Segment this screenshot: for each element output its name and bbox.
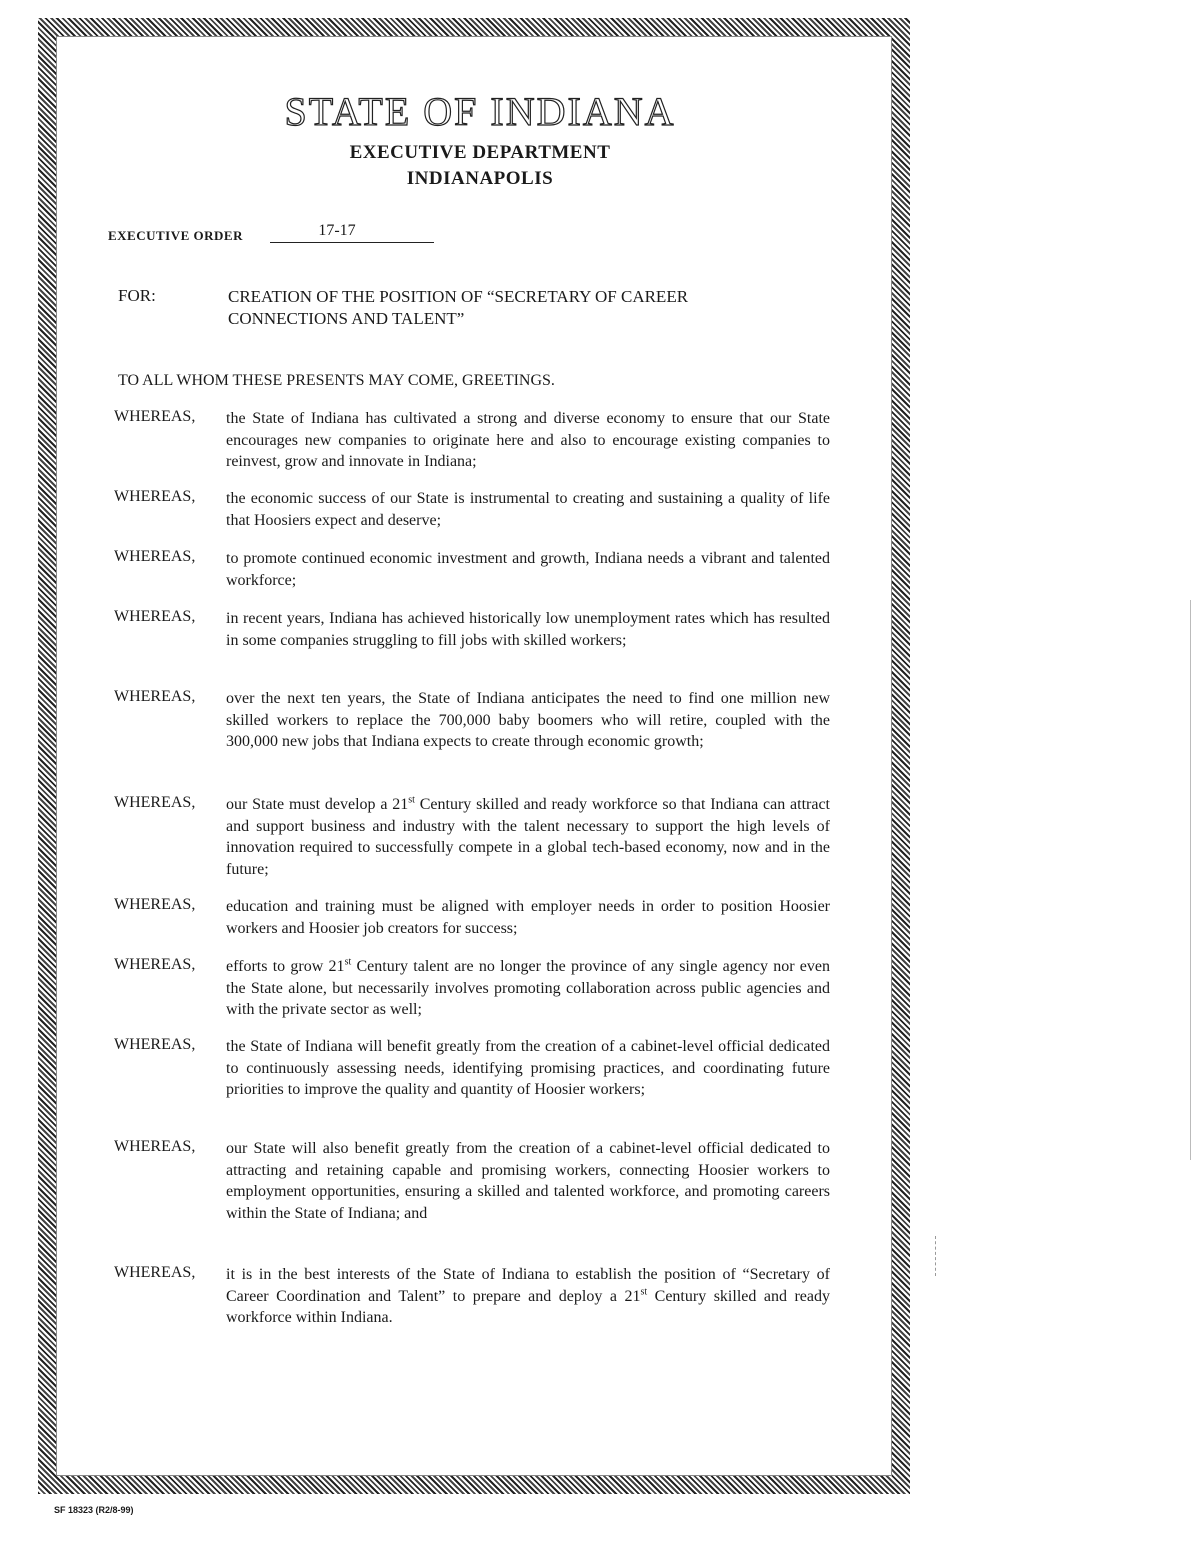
city-heading: INDIANAPOLIS — [406, 168, 554, 189]
ordinal-suffix: st — [344, 956, 352, 968]
greeting: TO ALL WHOM THESE PRESENTS MAY COME, GREETINGS. — [118, 372, 555, 389]
whereas-text — [226, 956, 830, 1021]
border-inner-frame — [56, 36, 892, 1476]
whereas-label: WHEREAS, — [114, 794, 196, 811]
whereas-label: WHEREAS, — [114, 608, 196, 625]
whereas-text: to promote continued economic investment and growth, Indiana needs a vibrant and talented workforce; — [226, 550, 830, 589]
whereas-text-part: Century talent are no longer the province of any single agency nor even the State alone, but necessarily involves promoting collaboration across public agencies and with the private sector as well; — [226, 958, 831, 1018]
whereas-text: in recent years, Indiana has achieved historically low unemployment rates which has resulted in some companies struggling to fill jobs with skilled workers; — [226, 610, 830, 649]
whereas-label: WHEREAS, — [114, 408, 196, 425]
whereas-label: WHEREAS, — [114, 548, 196, 565]
whereas-text: education and training must be aligned with employer needs in order to position Hoosier workers and Hoosier job creators for success; — [226, 898, 830, 937]
whereas-text — [226, 794, 830, 880]
whereas-text-part: it is in the best interests of the State of Indiana to establish the position of “Secretary of Career Coordination and Talent” to prepare and deploy a 21 — [226, 1266, 830, 1305]
whereas-text-part: Century skilled and ready workforce within Indiana. — [226, 1287, 831, 1326]
whereas-label: WHEREAS, — [114, 1264, 196, 1281]
whereas-text-part: our State must develop a 21 — [226, 796, 409, 813]
whereas-label: WHEREAS, — [114, 896, 196, 913]
subject-line-2: CONNECTIONS AND TALENT” — [228, 309, 465, 328]
ordinal-suffix: st — [640, 1286, 648, 1298]
document-title: STATE OF INDIANA — [284, 89, 676, 134]
whereas-text: the State of Indiana will benefit greatly from the creation of a cabinet-level official dedicated to continuously assessing needs, identifying promising practices, and coordinating future priorities to improve the quality and quantity of Hoosier workers; — [226, 1038, 830, 1098]
scan-mark — [935, 1236, 937, 1276]
whereas-text-part: efforts to grow 21 — [226, 958, 345, 975]
whereas-text: the State of Indiana has cultivated a strong and diverse economy to ensure that our State encourages new companies to originate here and also to encourage existing companies to reinvest, grow and innovate in Indiana; — [226, 410, 830, 470]
whereas-text — [226, 1264, 830, 1329]
subject-line-1: CREATION OF THE POSITION OF “SECRETARY OF CAREER — [228, 287, 689, 306]
whereas-label: WHEREAS, — [114, 1036, 196, 1053]
whereas-label: WHEREAS, — [114, 956, 196, 973]
whereas-text: the economic success of our State is instrumental to creating and sustaining a quality of life that Hoosiers expect and deserve; — [226, 490, 830, 529]
whereas-text: over the next ten years, the State of Indiana anticipates the need to find one million new skilled workers to replace the 700,000 baby boomers who will retire, coupled with the 300,000 new jobs that Indiana expects to create through economic growth; — [226, 690, 830, 750]
executive-order-label: EXECUTIVE ORDER — [108, 228, 243, 243]
form-identifier: SF 18323 (R2/8-99) — [54, 1505, 134, 1515]
whereas-text-part: Century skilled and ready workforce so that Indiana can attract and support business and industry with the talent necessary to support the high levels of innovation required to successfully compete in a global tech-based economy, now and in the future; — [226, 796, 830, 878]
whereas-label: WHEREAS, — [114, 1138, 196, 1155]
whereas-text: our State will also benefit greatly from the creation of a cabinet-level official dedicated to attracting and retaining capable and promising workers, connecting Hoosier workers to employment opportunities, ensuring a skilled and talented workforce, and promoting careers within the State of Indiana; and — [226, 1140, 830, 1222]
subject-text — [228, 286, 828, 330]
whereas-label: WHEREAS, — [114, 488, 196, 505]
ordinal-suffix: st — [408, 794, 415, 806]
whereas-label: WHEREAS, — [114, 688, 196, 705]
scan-edge — [1190, 600, 1191, 1160]
department-heading: EXECUTIVE DEPARTMENT — [349, 142, 611, 163]
executive-order-number: 17-17 — [270, 222, 434, 243]
subject-label: FOR: — [118, 286, 156, 305]
